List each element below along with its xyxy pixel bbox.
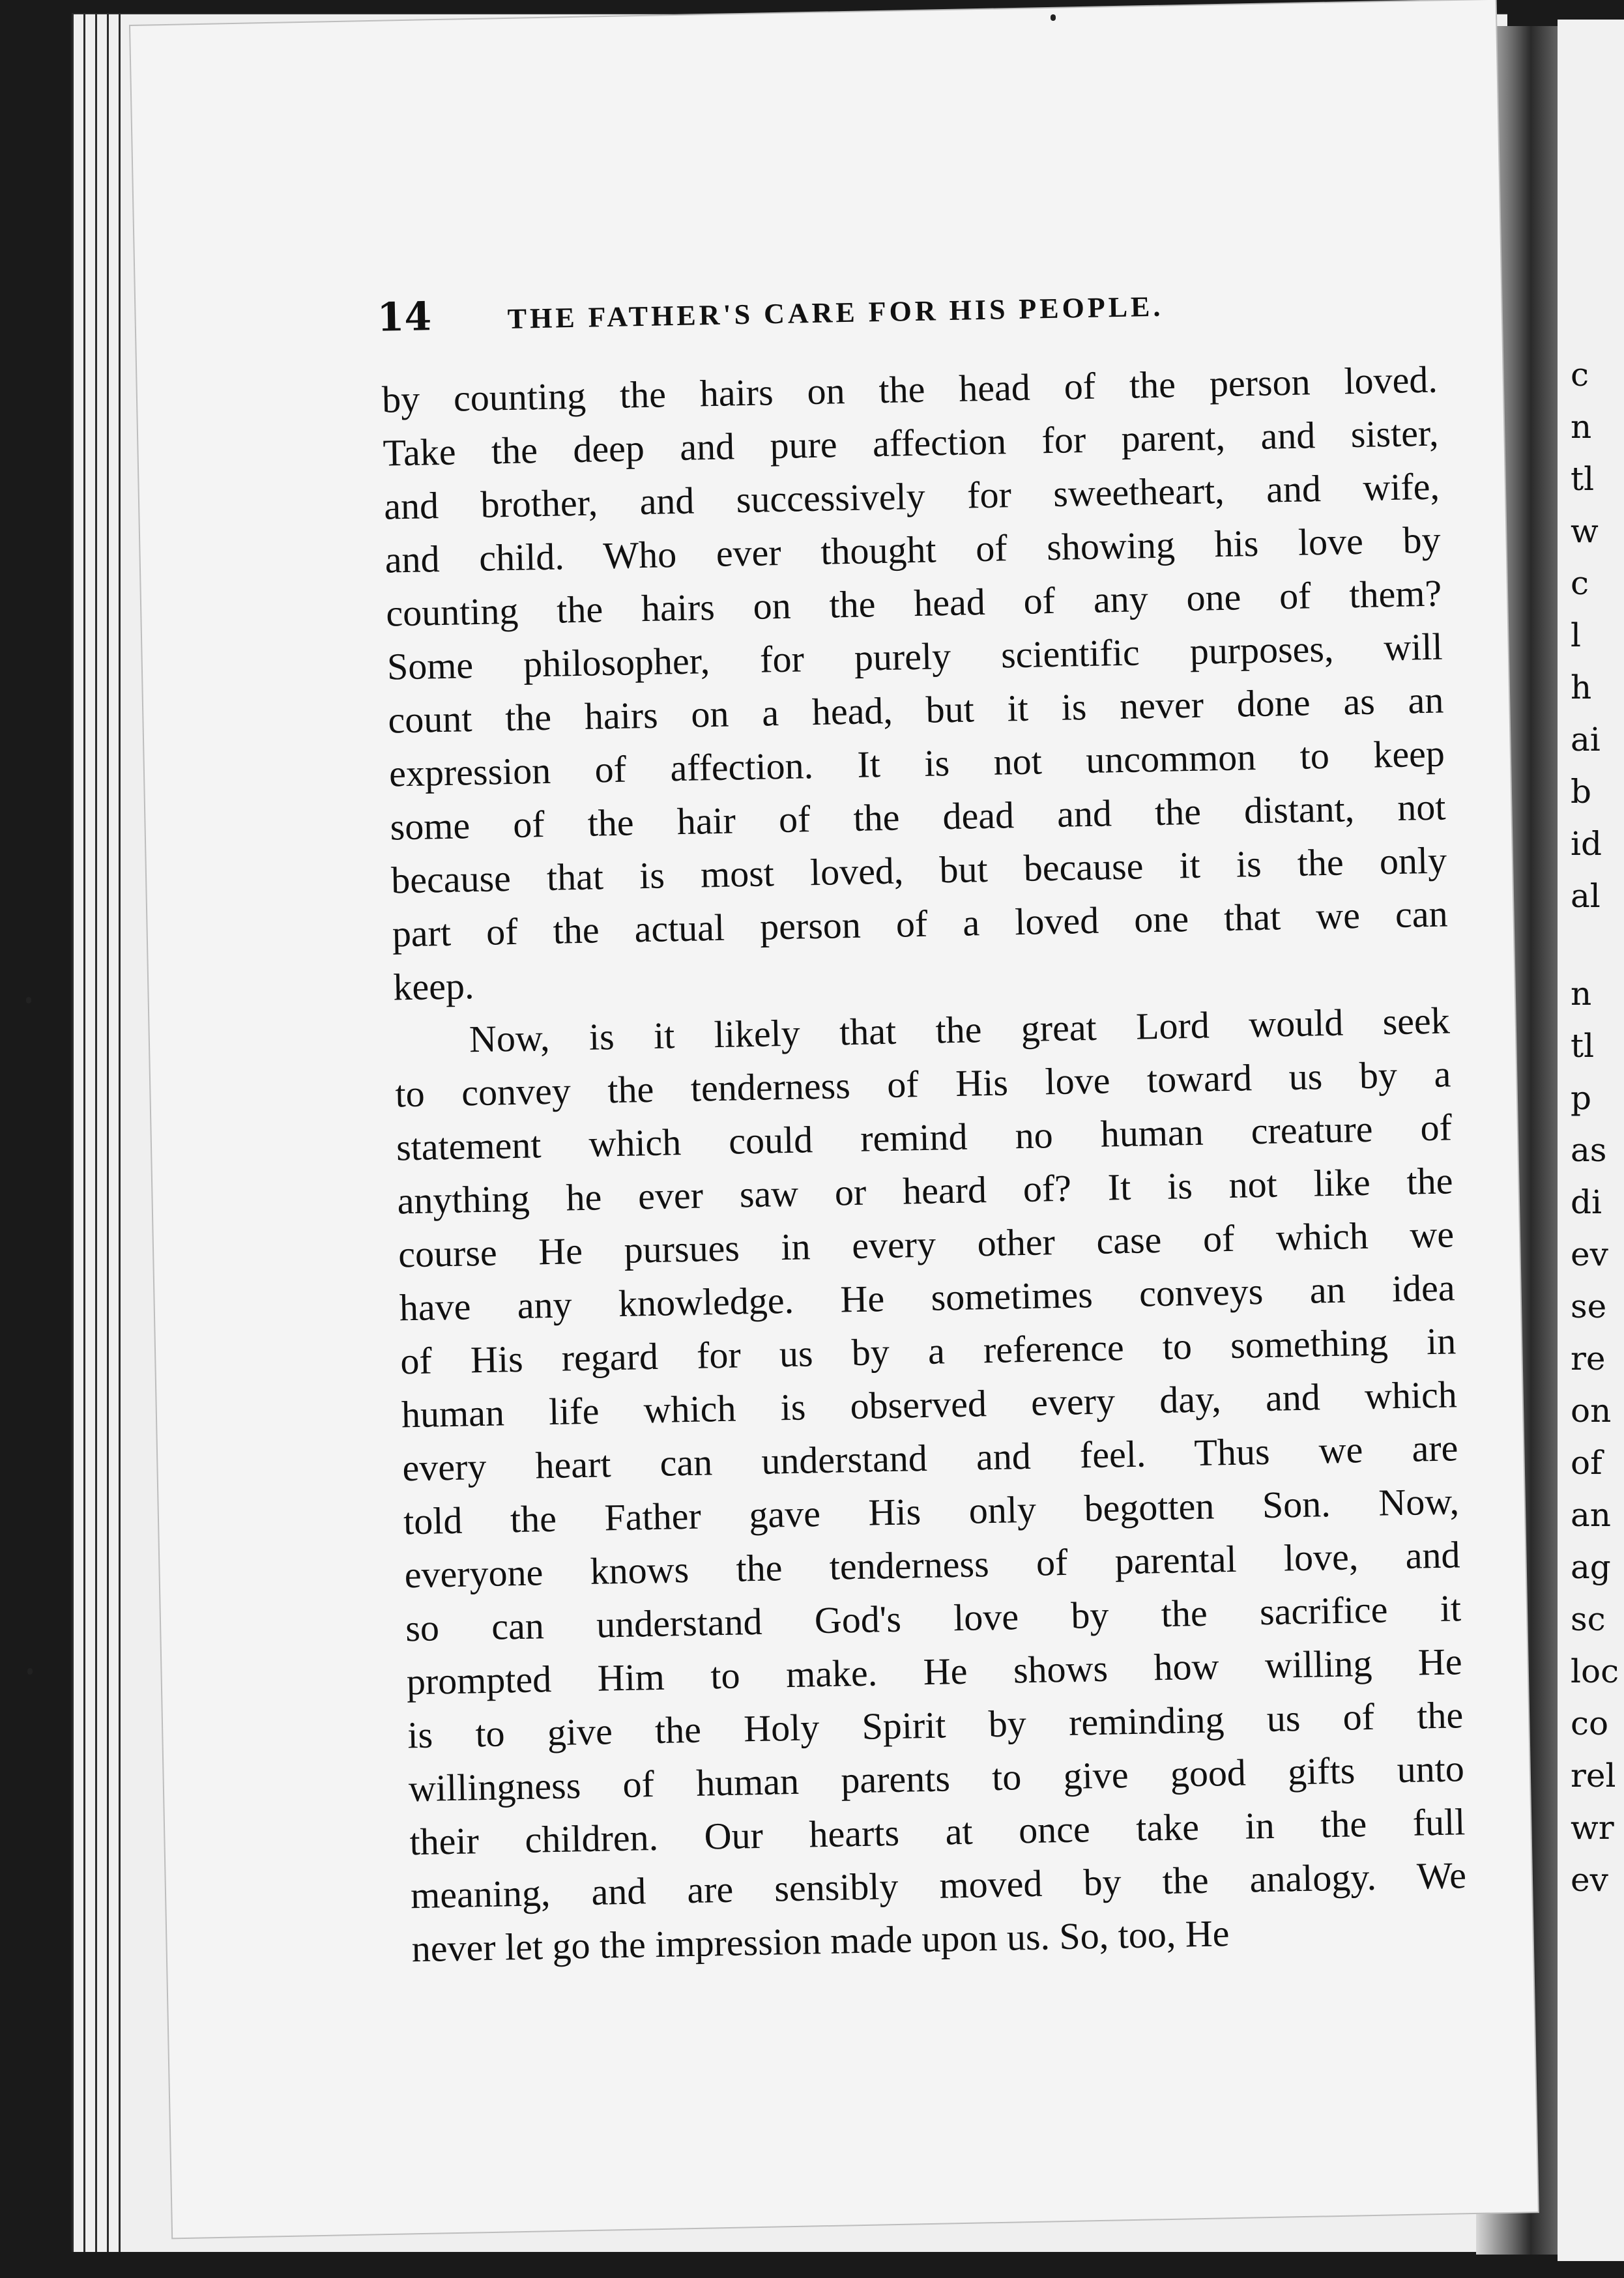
page-number: 14 <box>376 294 432 341</box>
facing-text-fragment: tl <box>1571 460 1595 498</box>
text-line: counting the hairs on the head of any one of them? <box>385 571 1442 635</box>
text-line: meaning, and are sensibly moved by the analogy. We <box>410 1854 1467 1917</box>
facing-text-fragment: c <box>1571 564 1589 602</box>
facing-text-fragment: b <box>1571 773 1592 811</box>
facing-text-fragment: w <box>1571 512 1599 550</box>
text-line: count the hairs on a head, but it is never done as an <box>387 678 1444 742</box>
scan-speck <box>1051 14 1056 21</box>
facing-text-fragment: ev <box>1571 1235 1608 1273</box>
text-line: and child. Who ever thought of showing his love by <box>384 518 1442 581</box>
text-line: their children. Our hearts at once take in the full <box>409 1800 1466 1864</box>
running-head-title: THE FATHER'S CARE FOR HIS PEOPLE. <box>507 290 1164 335</box>
facing-text-fragment: sc <box>1571 1600 1606 1638</box>
text-line: course He pursues in every other case of which we <box>398 1213 1455 1276</box>
text-line: Some philosopher, for purely scientific purposes, will <box>386 625 1443 688</box>
text-line: never let go the impression made upon us. So, too, He <box>411 1912 1230 1970</box>
facing-text-fragment: p <box>1571 1079 1592 1117</box>
facing-text-fragment: re <box>1571 1340 1606 1377</box>
facing-text-fragment: wr <box>1571 1809 1614 1847</box>
book-page <box>130 0 1538 2238</box>
text-line: statement which could remind no human creature of <box>396 1106 1453 1169</box>
text-line: have any knowledge. He sometimes conveys an idea <box>399 1266 1456 1329</box>
text-line: keep. <box>392 964 474 1009</box>
facing-text-fragment: an <box>1571 1496 1612 1534</box>
facing-text-fragment: ev <box>1571 1861 1608 1899</box>
facing-text-fragment: n <box>1571 408 1592 446</box>
facing-text-fragment: h <box>1571 669 1592 706</box>
body-text <box>381 353 1468 1976</box>
text-line: and brother, and successively for sweetheart, and wife, <box>383 465 1440 528</box>
facing-text-fragment: tl <box>1571 1027 1595 1065</box>
text-line: part of the actual person of a loved one that we can <box>392 892 1449 955</box>
facing-text-fragment: ai <box>1571 721 1601 758</box>
facing-text-fragment: of <box>1571 1444 1602 1482</box>
scan-speck <box>26 997 31 1003</box>
facing-text-fragment: id <box>1571 825 1602 863</box>
facing-text-fragment: al <box>1571 877 1601 915</box>
text-line: told the Father gave His only begotten Son. Now, <box>403 1480 1460 1543</box>
facing-text-fragment: on <box>1571 1392 1612 1430</box>
text-line: so can understand God's love by the sacrifice it <box>405 1587 1462 1650</box>
text-line: expression of affection. It is not uncommon to keep <box>388 732 1445 795</box>
text-line: every heart can understand and feel. Thus we are <box>401 1426 1458 1490</box>
facing-text-fragment: co <box>1571 1705 1609 1742</box>
running-head <box>377 274 1453 341</box>
text-line: everyone knows the tenderness of parental love, and <box>404 1533 1461 1596</box>
text-line: because that is most loved, but because it is the only <box>390 839 1447 902</box>
facing-text-fragment: se <box>1571 1288 1607 1325</box>
text-line: Now, is it likely that the great Lord would seek <box>469 999 1451 1061</box>
facing-text-fragment: di <box>1571 1183 1602 1221</box>
facing-text-fragment: loc <box>1571 1652 1619 1690</box>
facing-text-fragment: ag <box>1571 1548 1611 1586</box>
facing-text-fragment: l <box>1571 616 1581 654</box>
facing-page <box>1558 20 1624 2261</box>
facing-text-fragment: c <box>1571 356 1589 394</box>
scan-speck <box>27 1668 33 1675</box>
text-line: to convey the tenderness of His love toward us by a <box>394 1052 1451 1116</box>
text-line: prompted Him to make. He shows how willing He <box>406 1640 1463 1703</box>
text-line: is to give the Holy Spirit by reminding us of the <box>407 1694 1464 1757</box>
facing-text-fragment: rel <box>1571 1757 1616 1795</box>
text-line: anything he ever saw or heard of? It is not like the <box>397 1159 1454 1222</box>
text-line: willingness of human parents to give good gifts unto <box>408 1747 1465 1810</box>
text-line: human life which is observed every day, and which <box>401 1373 1458 1436</box>
text-line: by counting the hairs on the head of the person loved. <box>381 358 1438 421</box>
text-line: of His regard for us by a reference to something in <box>399 1319 1457 1383</box>
text-line: some of the hair of the dead and the distant, not <box>390 785 1446 848</box>
facing-text-fragment: n <box>1571 975 1592 1013</box>
facing-text-fragment: as <box>1571 1131 1607 1169</box>
text-line: Take the deep and pure affection for parent, and sister, <box>383 411 1439 474</box>
